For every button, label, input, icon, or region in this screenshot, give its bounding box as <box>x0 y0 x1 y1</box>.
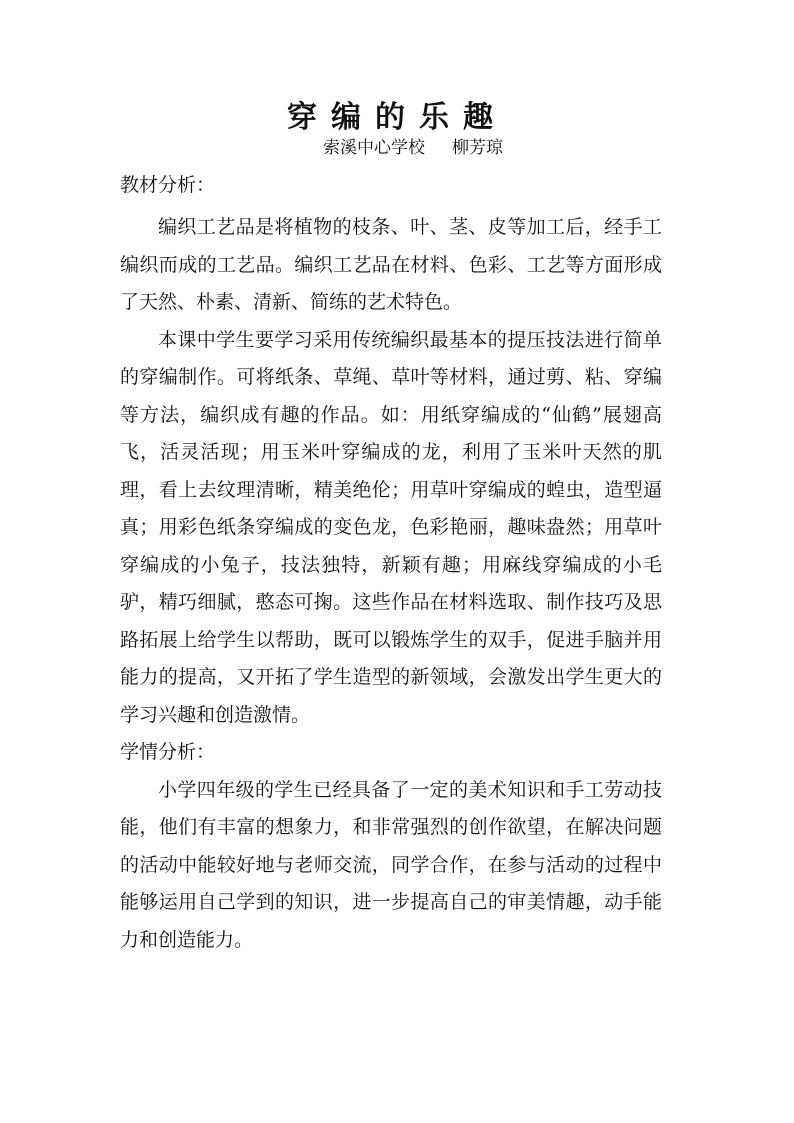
document-body <box>120 167 662 959</box>
section-heading-textbook-analysis: 教材分析： <box>120 174 216 196</box>
paragraph-student-1: 小学四年级的学生已经具备了一定的美术知识和手工劳动技能，他们有丰富的想象力，和非常强烈的创作欲望，在解决问题的活动中能较好地与老师交流，同学合作，在参与活动的过程中能够运用自己学到的知识，进一步提高自己的审美情趣，动手能力和创造能力。 <box>120 778 662 951</box>
author-line: 索溪中心学校 柳芳琼 <box>323 138 504 158</box>
document-title: 穿编的乐趣 <box>287 100 507 135</box>
paragraph-textbook-1: 编织工艺品是将植物的枝条、叶、茎、皮等加工后，经手工编织而成的工艺品。编织工艺品在材料、色彩、工艺等方面形成了天然、朴素、清新、简练的艺术特色。 <box>120 216 662 313</box>
section-heading-student-analysis: 学情分析： <box>120 741 216 763</box>
paragraph-textbook-2: 本课中学生要学习采用传统编织最基本的提压技法进行简单的穿编制作。可将纸条、草绳、草叶等材料，通过剪、粘、穿编等方法，编织成有趣的作品。如：用纸穿编成的“仙鹤”展翅高飞，活灵活现；用玉米叶穿编成的龙，利用了玉米叶天然的肌理，看上去纹理清晰，精美绝伦；用草叶穿编成的蝗虫，造型逼真；用彩色纸条穿编成的变色龙，色彩艳丽，趣味盎然；用草叶穿编成的小兔子，技法独特，新颖有趣；用麻线穿编成的小毛驴，精巧细腻，憨态可掬。这些作品在材料选取、制作技巧及思路拓展上给学生以帮助，既可以锻炼学生的双手，促进手脑并用能力的提高，又开拓了学生造型的新领域，会激发出学生更大的学习兴趣和创造激情。 <box>120 328 662 726</box>
